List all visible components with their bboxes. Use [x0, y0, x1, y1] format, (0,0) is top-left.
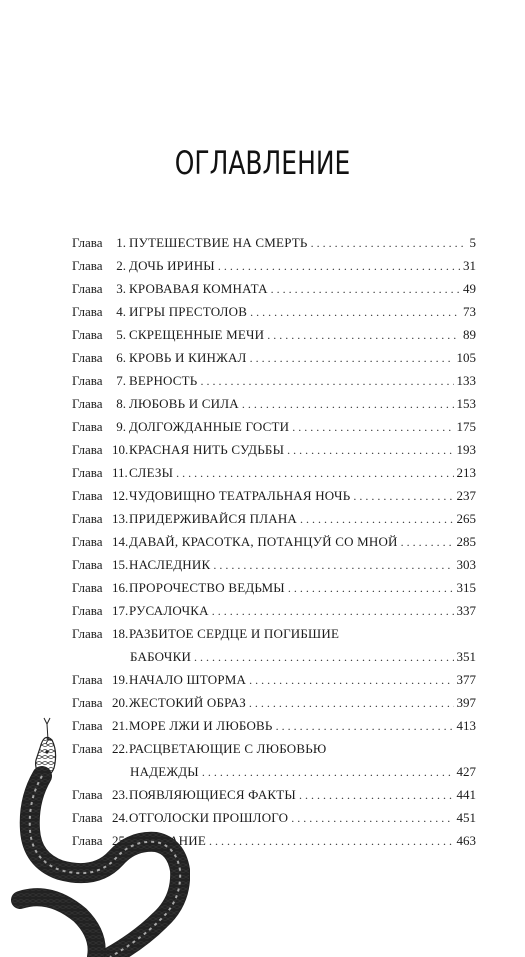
dot-leader — [292, 416, 453, 439]
chapter-number: 7. — [116, 373, 126, 388]
page-number: 463 — [456, 833, 476, 848]
chapter-number: 16. — [112, 580, 129, 595]
page-number: 237 — [456, 488, 476, 503]
dot-leader — [176, 462, 453, 485]
dot-leader — [249, 669, 453, 692]
chapter-number: 11. — [112, 465, 128, 480]
chapter-prefix: Глава — [72, 281, 103, 296]
chapter-title: РУСАЛОЧКА — [129, 603, 209, 618]
chapter-number: 13. — [112, 511, 129, 526]
chapter-number: 2. — [116, 258, 126, 273]
dot-leader — [212, 600, 454, 623]
chapter-number: 3. — [116, 281, 126, 296]
chapter-number: 17. — [112, 603, 129, 618]
page-number: 303 — [456, 557, 476, 572]
toc-entry[interactable] — [72, 300, 476, 323]
chapter-title: НАДЕЖДЫ — [130, 764, 199, 779]
chapter-title: ПРОРОЧЕСТВО ВЕДЬМЫ — [129, 580, 285, 595]
chapter-prefix: Глава — [72, 695, 103, 710]
toc-entry[interactable] — [72, 346, 476, 369]
dot-leader — [194, 646, 453, 669]
chapter-number: 14. — [112, 534, 129, 549]
dot-leader — [242, 393, 454, 416]
page-number: 49 — [463, 281, 476, 296]
chapter-title: МОРЕ ЛЖИ И ЛЮБОВЬ — [129, 718, 273, 733]
dot-leader — [218, 255, 460, 278]
toc-entry[interactable] — [72, 599, 476, 622]
page-number: 193 — [456, 442, 476, 457]
dot-leader — [209, 830, 454, 853]
chapter-prefix: Глава — [72, 511, 103, 526]
dot-leader — [276, 715, 454, 738]
dot-leader — [249, 692, 454, 715]
toc-entry[interactable] — [72, 576, 476, 599]
page-number: 153 — [456, 396, 476, 411]
toc-entry[interactable] — [72, 323, 476, 346]
page-number: 413 — [456, 718, 476, 733]
chapter-title: СКРЕЩЕННЫЕ МЕЧИ — [129, 327, 265, 342]
chapter-prefix: Глава — [72, 235, 103, 250]
page-number: 175 — [456, 419, 476, 434]
chapter-prefix: Глава — [72, 442, 103, 457]
toc-entry[interactable] — [72, 645, 476, 668]
dot-leader — [202, 761, 454, 784]
page-number: 285 — [456, 534, 476, 549]
page-number: 105 — [456, 350, 476, 365]
chapter-title: ЖЕСТОКИЙ ОБРАЗ — [129, 695, 246, 710]
chapter-title: ОТГОЛОСКИ ПРОШЛОГО — [129, 810, 289, 825]
page-number: 337 — [456, 603, 476, 618]
dot-leader — [287, 439, 453, 462]
chapter-prefix: Глава — [72, 718, 103, 733]
chapter-number: 21. — [112, 718, 129, 733]
chapter-number: 23. — [112, 787, 129, 802]
chapter-number: 20. — [112, 695, 129, 710]
toc-entry[interactable] — [72, 415, 476, 438]
dot-leader — [353, 485, 453, 508]
toc-entry[interactable] — [72, 231, 476, 254]
toc-entry[interactable] — [72, 438, 476, 461]
toc-entry[interactable] — [72, 277, 476, 300]
chapter-number: 4. — [116, 304, 126, 319]
chapter-title: БАБОЧКИ — [130, 649, 192, 664]
toc-entry[interactable] — [72, 622, 476, 645]
chapter-prefix: Глава — [72, 258, 103, 273]
snake-illustration-icon — [0, 700, 190, 957]
page-number: 441 — [456, 787, 476, 802]
page-title: ОГЛАВЛЕНИЕ — [174, 144, 351, 182]
chapter-number: 18. — [112, 626, 129, 641]
page-number: 213 — [456, 465, 476, 480]
dot-leader — [401, 531, 454, 554]
page-number: 451 — [456, 810, 476, 825]
chapter-title: ДОЛГОЖДАННЫЕ ГОСТИ — [129, 419, 290, 434]
page-number: 73 — [463, 304, 476, 319]
toc-entry[interactable] — [72, 530, 476, 553]
chapter-title: КРОВАВАЯ КОМНАТА — [129, 281, 268, 296]
dot-leader — [300, 508, 453, 531]
chapter-number: 10. — [112, 442, 129, 457]
chapter-title: ПУТЕШЕСТВИЕ НА СМЕРТЬ — [129, 235, 308, 250]
chapter-number: 24. — [112, 810, 129, 825]
chapter-prefix: Глава — [72, 419, 103, 434]
chapter-prefix: Глава — [72, 833, 103, 848]
dot-leader — [291, 807, 453, 830]
chapter-title: ПОЯВЛЯЮЩИЕСЯ ФАКТЫ — [129, 787, 296, 802]
chapter-number: 15. — [112, 557, 129, 572]
chapter-title: РАЗБИТОЕ СЕРДЦЕ И ПОГИБШИЕ — [129, 626, 340, 641]
toc-entry[interactable] — [72, 507, 476, 530]
page-number: 89 — [463, 327, 476, 342]
chapter-prefix: Глава — [72, 327, 103, 342]
dot-leader — [250, 347, 454, 370]
chapter-title: ЛЮБОВЬ И СИЛА — [129, 396, 239, 411]
chapter-number: 19. — [112, 672, 129, 687]
chapter-prefix: Глава — [72, 465, 103, 480]
page-number: 427 — [456, 764, 476, 779]
chapter-title: КРАСНАЯ НИТЬ СУДЬБЫ — [129, 442, 285, 457]
chapter-prefix: Глава — [72, 787, 103, 802]
dot-leader — [213, 554, 453, 577]
dot-leader — [267, 324, 460, 347]
chapter-prefix: Глава — [72, 672, 103, 687]
chapter-prefix: Глава — [72, 810, 103, 825]
chapter-title: ДАВАЙ, КРАСОТКА, ПОТАНЦУЙ СО МНОЙ — [129, 534, 398, 549]
chapter-title: ИГРЫ ПРЕСТОЛОВ — [129, 304, 248, 319]
chapter-prefix: Глава — [72, 350, 103, 365]
chapter-number: 22. — [112, 741, 129, 756]
toc-entry[interactable] — [72, 484, 476, 507]
page-number: 397 — [456, 695, 476, 710]
chapter-prefix: Глава — [72, 373, 103, 388]
chapter-prefix: Глава — [72, 603, 103, 618]
chapter-title: ЧУДОВИЩНО ТЕАТРАЛЬНАЯ НОЧЬ — [129, 488, 351, 503]
chapter-number: 12. — [112, 488, 129, 503]
chapter-prefix: Глава — [72, 304, 103, 319]
chapter-title: НАЧАЛО ШТОРМА — [129, 672, 247, 687]
toc-entry[interactable] — [72, 254, 476, 277]
dot-leader — [271, 278, 460, 301]
chapter-title: ДОЧЬ ИРИНЫ — [129, 258, 215, 273]
toc-entry[interactable] — [72, 461, 476, 484]
chapter-title: РАСЦВЕТАЮЩИЕ С ЛЮБОВЬЮ — [129, 741, 327, 756]
chapter-number: 8. — [116, 396, 126, 411]
page-number: 133 — [456, 373, 476, 388]
chapter-prefix: Глава — [72, 396, 103, 411]
chapter-number: 25. — [112, 833, 129, 848]
chapter-prefix: Глава — [72, 557, 103, 572]
chapter-title: ПРОЩАНИЕ — [129, 833, 206, 848]
dot-leader — [200, 370, 453, 393]
chapter-prefix: Глава — [72, 626, 103, 641]
chapter-number: 1. — [116, 235, 126, 250]
page-number: 31 — [463, 258, 476, 273]
chapter-title: КРОВЬ И КИНЖАЛ — [129, 350, 247, 365]
chapter-prefix: Глава — [72, 534, 103, 549]
toc-entry[interactable] — [72, 553, 476, 576]
chapter-prefix: Глава — [72, 488, 103, 503]
dot-leader — [311, 232, 467, 255]
toc-entry[interactable] — [72, 369, 476, 392]
toc-entry[interactable] — [72, 392, 476, 415]
chapter-number: 9. — [116, 419, 126, 434]
chapter-number: 6. — [116, 350, 126, 365]
page-number: 315 — [456, 580, 476, 595]
chapter-title: СЛЕЗЫ — [129, 465, 174, 480]
page-number: 351 — [456, 649, 476, 664]
chapter-title: НАСЛЕДНИК — [129, 557, 211, 572]
dot-leader — [250, 301, 460, 324]
page-number: 377 — [456, 672, 476, 687]
chapter-prefix: Глава — [72, 580, 103, 595]
page-number: 5 — [469, 235, 476, 250]
chapter-title: ПРИДЕРЖИВАЙСЯ ПЛАНА — [129, 511, 298, 526]
toc-entry[interactable] — [72, 668, 476, 691]
dot-leader — [288, 577, 454, 600]
dot-leader — [299, 784, 454, 807]
chapter-title: ВЕРНОСТЬ — [129, 373, 198, 388]
chapter-number: 5. — [116, 327, 126, 342]
page-number: 265 — [456, 511, 476, 526]
chapter-prefix: Глава — [72, 741, 103, 756]
